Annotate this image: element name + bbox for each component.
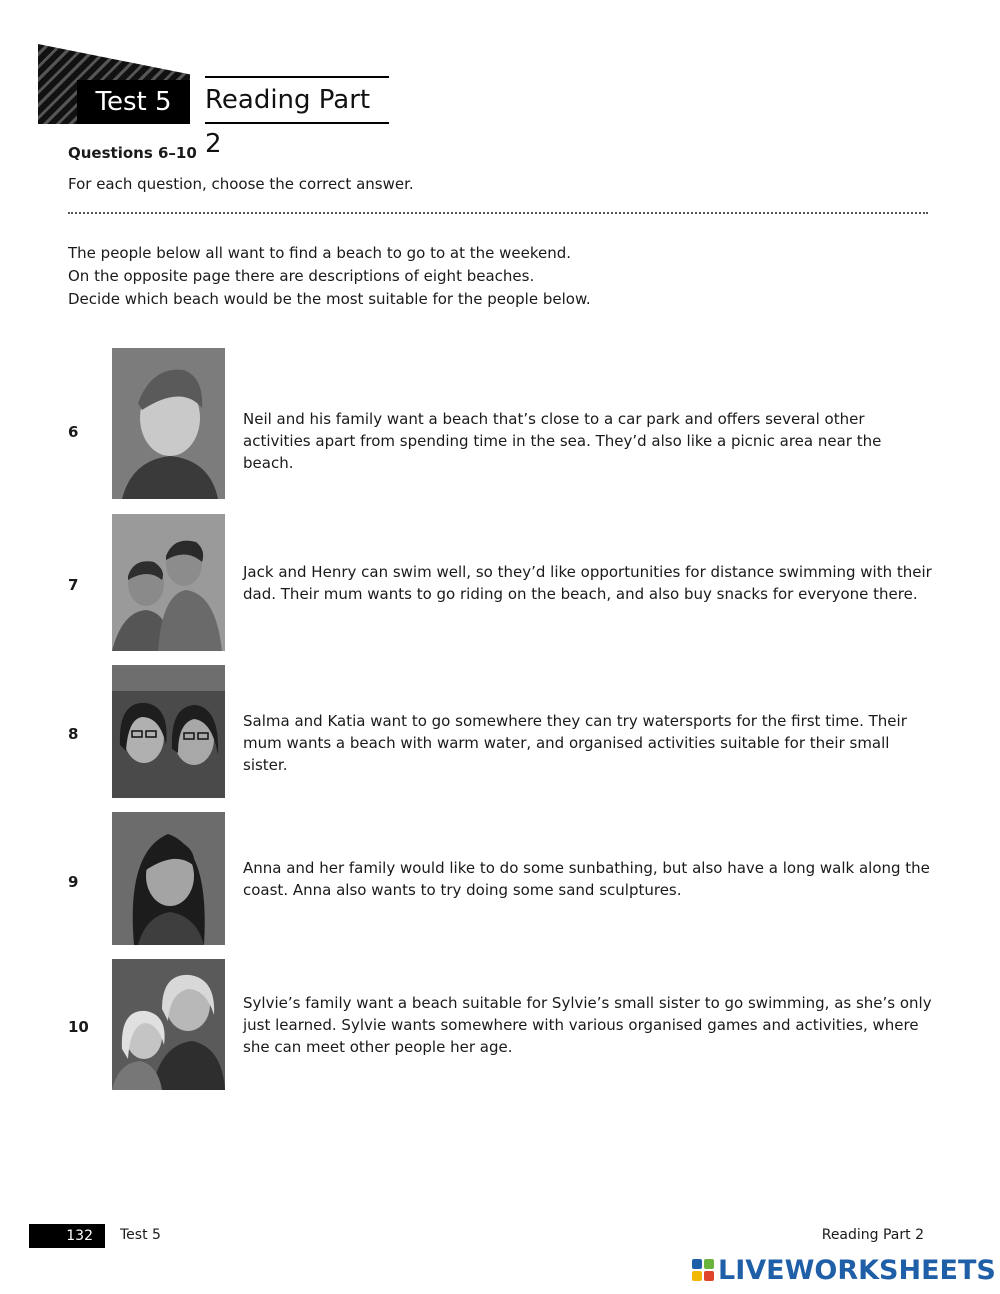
intro-line: On the opposite page there are descriptions of eight beaches. [68,267,535,285]
liveworksheets-logo [692,1254,996,1286]
question-text: Sylvie’s family want a beach suitable for Sylvie’s small sister to go swimming, as she’s only just learned. Sylvie wants somewhere with various organised games and activities, where she can meet other people her age. [243,994,932,1056]
instruction-text: For each question, choose the correct answer. [68,175,414,193]
photo-salma-katia [112,665,225,798]
dotted-divider [68,212,928,214]
question-text: Anna and her family would like to do some sunbathing, but also have a long walk along the coast. Anna also wants to try doing some sand sculptures. [243,859,930,899]
footer-page-number: 132 [29,1224,105,1248]
question-text: Neil and his family want a beach that’s close to a car park and offers several other activities apart from spending time in the sea. They’d also like a picnic area near the beach. [243,410,882,472]
question-number: 9 [68,873,79,891]
logo-square-red [704,1271,714,1281]
photo-sylvie [112,959,225,1090]
question-number: 10 [68,1018,89,1036]
questions-heading: Questions 6–10 [68,144,197,162]
question-number: 7 [68,576,79,594]
intro-line: The people below all want to find a beach to go to at the weekend. [68,244,572,262]
photo-jack-henry [112,514,225,651]
intro-text [68,242,591,311]
test-label: Test 5 [77,80,190,124]
logo-square-yellow [692,1271,702,1281]
question-number: 8 [68,725,79,743]
liveworksheets-icon [692,1259,714,1281]
footer-test-label: Test 5 [120,1227,161,1243]
intro-line: Decide which beach would be the most suitable for the people below. [68,290,591,308]
photo-neil [112,348,225,499]
footer-part-label: Reading Part 2 [821,1227,924,1243]
liveworksheets-text: LIVEWORKSHEETS [718,1254,996,1286]
logo-square-green [704,1259,714,1269]
photo-anna [112,812,225,945]
logo-square-blue [692,1259,702,1269]
part-title: Reading Part 2 [205,76,389,124]
question-number: 6 [68,423,79,441]
question-text: Jack and Henry can swim well, so they’d like opportunities for distance swimming with their dad. Their mum wants to go riding on the beach, and also buy snacks for everyone there. [243,563,932,603]
question-text: Salma and Katia want to go somewhere they can try watersports for the first time. Their mum wants a beach with warm water, and organised activities suitable for their small sister. [243,712,907,774]
